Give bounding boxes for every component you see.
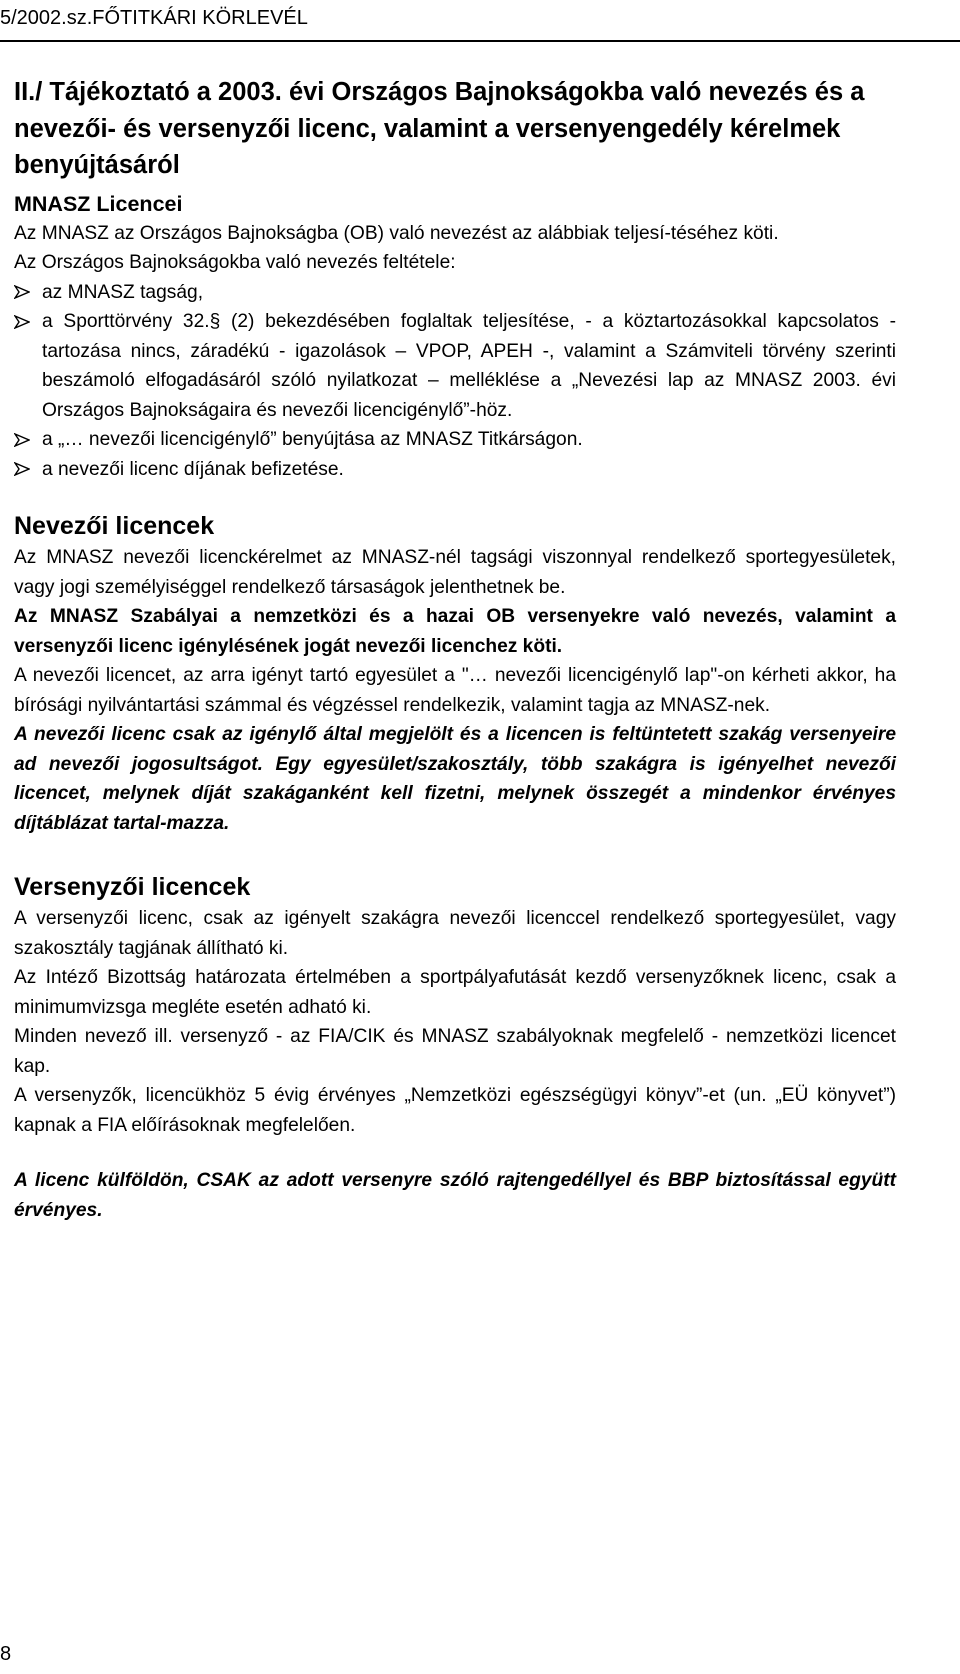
versenyzoi-paragraph-4: A versenyzők, licencükhöz 5 évig érvényes „Nemzetközi egészségügyi könyv”-et (un. „EÜ könyvet”) kapnak a FIA előírásoknak megfelelően. <box>14 1085 896 1136</box>
versenyzoi-paragraph-5: A licenc külföldön, CSAK az adott versenyre szóló rajtengedéllyel és BBP biztosítással együtt érvényes. <box>14 1170 896 1221</box>
nevezoi-paragraph-1: Az MNASZ nevezői licenckérelmet az MNASZ-nél tagsági viszonnyal rendelkező sportegyesületek, vagy jogi személyiséggel rendelkező társaságok jelenthetnek be. <box>14 547 896 598</box>
page-number: 8 <box>0 1643 12 1665</box>
versenyzoi-paragraph-1: A versenyzői licenc, csak az igényelt szakágra nevezői licenccel rendelkező sportegyesület, vagy szakosztály tagjának állítható ki. <box>14 908 896 959</box>
arrowhead-bullet-icon <box>14 455 42 485</box>
list-item: a Sporttörvény 32.§ (2) bekezdésében foglaltak teljesítése, - a köztartozásokkal kapcsolatos - tartozása nincs, záradékú - igazolások – VPOP, APEH -, valamint a Számviteli törvény szerinti beszámoló elfogadásáról szóló nyilatkozat – melléklése a „Nevezési lap az MNASZ 2003. évi Országos Bajnokságaira és nevezői licencigénylő”-höz. <box>14 307 896 425</box>
running-header: 5/2002.sz.FŐTITKÁRI KÖRLEVÉL <box>0 7 308 29</box>
list-item: a nevezői licenc díjának befizetése. <box>14 455 896 485</box>
document-title: II./ Tájékoztató a 2003. évi Országos Bajnokságokba való nevezés és a nevezői- és versenyzői licenc, valamint a versenyengedély kérelmek benyújtásáról <box>14 78 865 179</box>
section-heading-licencei: MNASZ Licencei <box>14 191 183 216</box>
licencei-intro: Az MNASZ az Országos Bajnokságba (OB) való nevezést az alábbiak teljesí-téséhez köti. <box>14 222 779 244</box>
licencei-condition-label: Az Országos Bajnokságokba való nevezés feltétele: <box>14 252 456 273</box>
section-heading-nevezoi: Nevezői licencek <box>14 512 215 540</box>
arrowhead-bullet-icon <box>14 425 42 455</box>
section-heading-versenyzoi: Versenyzői licencek <box>14 873 251 901</box>
list-item: az MNASZ tagság, <box>14 278 896 308</box>
header-rule <box>0 40 960 42</box>
versenyzoi-paragraph-2: Az Intéző Bizottság határozata értelmében a sportpályafutását kezdő versenyzőknek licenc, csak a minimumvizsga megléte esetén adható ki. <box>14 967 896 1018</box>
arrowhead-bullet-icon <box>14 307 42 337</box>
list-item: a „… nevezői licencigénylő” benyújtása az MNASZ Titkárságon. <box>14 425 896 455</box>
versenyzoi-paragraph-3: Minden nevező ill. versenyző - az FIA/CIK és MNASZ szabályoknak megfelelő - nemzetközi licencet kap. <box>14 1026 896 1077</box>
nevezoi-paragraph-2: Az MNASZ Szabályai a nemzetközi és a hazai OB versenyekre való nevezés, valamint a versenyzői licenc igénylésének jogát nevezői licenchez köti. <box>14 606 896 657</box>
arrowhead-bullet-icon <box>14 278 42 308</box>
nevezoi-paragraph-3: A nevezői licencet, az arra igényt tartó egyesület a "… nevezői licencigénylő lap"-on kérheti akkor, ha bírósági nyilvántartási számmal és végzéssel rendelkezik, valamint tagja az MNASZ-nek. <box>14 665 896 716</box>
document-body <box>14 74 896 1225</box>
nevezoi-paragraph-4: A nevezői licenc csak az igénylő által megjelölt és a licencen is feltüntetett szakág versenyeire ad nevezői jogosultságot. Egy egyesület/szakosztály, több szakágra is igényelhet nevezői licencet, melynek díját szakáganként kell fizetni, melynek összegét a mindenkor érvényes díjtáblázat tartal-mazza. <box>14 724 896 834</box>
